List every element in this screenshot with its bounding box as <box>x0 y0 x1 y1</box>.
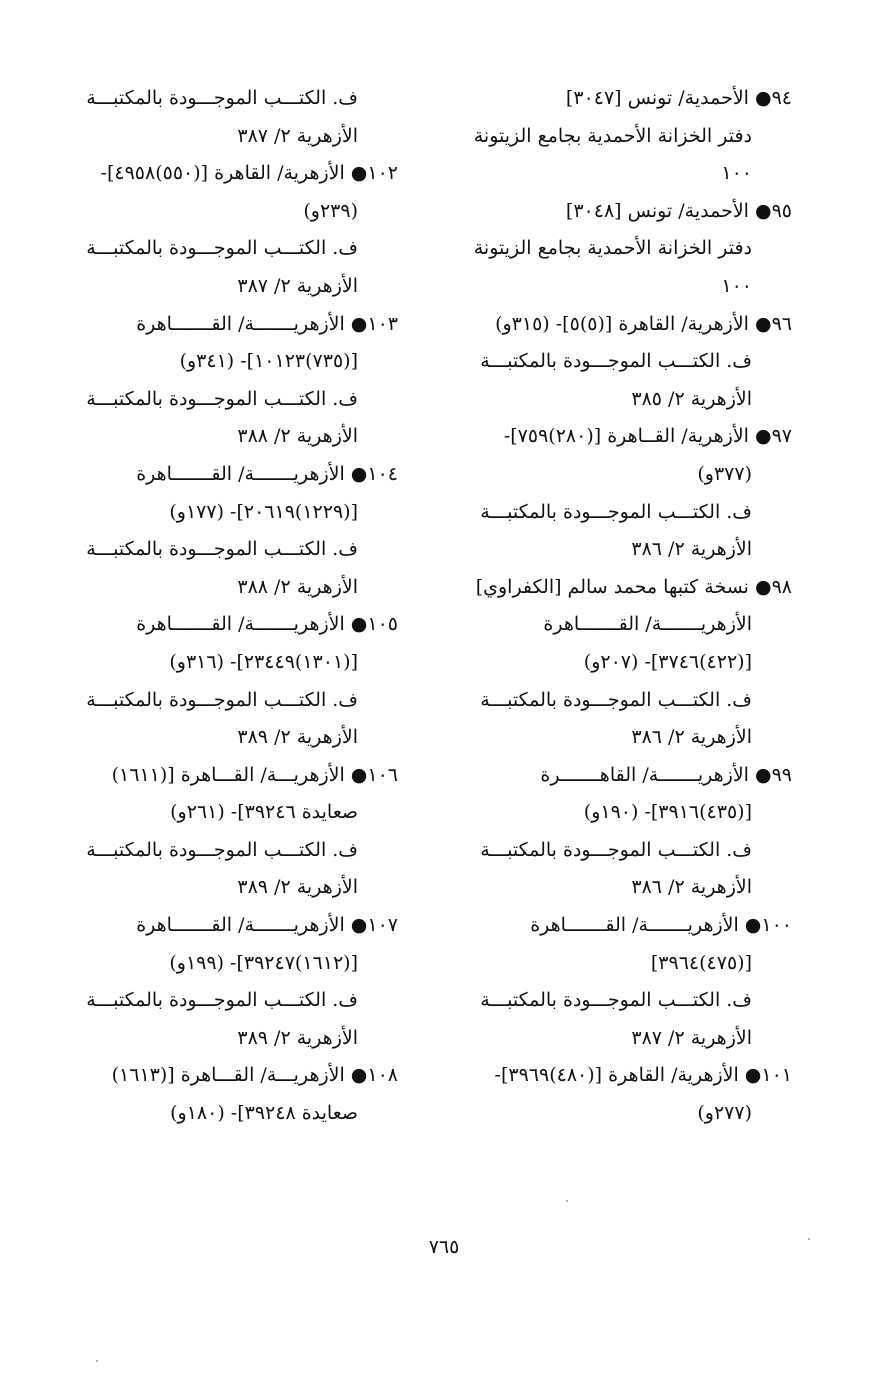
entry-heading: ٩٦● الأزهرية/ القاهرة [(٥)٥]- (٣١٥و) <box>495 312 792 335</box>
entry-continuation: [(١٣٠١)٢٣٤٤٩]- (٣١٦و) <box>169 650 358 673</box>
entry-source-line: ف. الكتـــب الموجـــودة بالمكتبـــة <box>480 688 752 711</box>
entry-heading: ٩٤● الأحمدية/ تونس [٣٠٤٧] <box>565 87 792 109</box>
entry-continuation: [(١٦١٢)٣٩٢٤٧]- (١٩٩و) <box>169 951 358 974</box>
entry-continuation: [(٤٣٥)٣٩١٦]- (١٩٠و) <box>583 801 752 824</box>
entry-heading: ١٠٧● الأزهريـــــــة/ القـــــــاهرة <box>136 914 398 937</box>
entry-continuation: الأزهرية ٢/ ٣٨٩ <box>237 876 358 899</box>
entry-source-line: ف. الكتـــب الموجـــودة بالمكتبـــة <box>86 838 358 861</box>
entry-continuation: [(١٢٢٩)٢٠٦١٩]- (١٧٧و) <box>169 500 358 523</box>
entry-source-line: ف. الكتـــب الموجـــودة بالمكتبـــة <box>480 500 752 523</box>
entry-heading: ٩٩● الأزهريـــــــة/ القاهـــــــرة <box>540 763 792 786</box>
entry-heading: ١٠٣● الأزهريـــــــة/ القـــــــاهرة <box>136 312 398 335</box>
entry-continuation: الأزهرية ٢/ ٣٨٧ <box>237 124 358 147</box>
entry-source-line: دفتر الخزانة الأحمدية بجامع الزيتونة <box>473 124 752 147</box>
entry-source-line: ف. الكتـــب الموجـــودة بالمكتبـــة <box>480 350 752 373</box>
scan-speck <box>96 1360 98 1362</box>
entry-continuation: [(٧٣٥)١٠١٢٣]- (٣٤١و) <box>179 350 358 373</box>
scan-speck <box>566 1200 568 1202</box>
entry-heading: ٩٨● نسخة كتبها محمد سالم [الكفراوي] <box>475 575 792 598</box>
entry-continuation: ١٠٠ <box>721 274 752 297</box>
entry-source-line: ف. الكتـــب الموجـــودة بالمكتبـــة <box>86 237 358 260</box>
entry-heading: ٩٥● الأحمدية/ تونس [٣٠٤٨] <box>565 199 792 222</box>
entry-source-line: ف. الكتـــب الموجـــودة بالمكتبـــة <box>86 538 358 561</box>
entry-continuation: الأزهرية ٢/ ٣٨٨ <box>237 575 358 598</box>
entry-continuation: [(٤٧٥)٣٩٦٤] <box>650 951 752 974</box>
entry-continuation: صعايدة ٣٩٢٤٦]- (٢٦١و) <box>170 801 358 824</box>
entry-continuation: الأزهرية ٢/ ٣٨٩ <box>237 1026 358 1049</box>
entry-continuation: (٣٧٧و) <box>697 462 752 485</box>
entry-source-line: ف. الكتـــب الموجـــودة بالمكتبـــة <box>86 387 358 410</box>
entry-heading: ٩٧● الأزهرية/ القــاهرة [(٢٨٠)٧٥٩]- <box>503 425 792 448</box>
left-column <box>38 80 398 1133</box>
entry-heading: ١٠٨● الأزهريـــة/ القـــاهرة [(١٦١٣) <box>111 1064 398 1087</box>
entry-continuation: [(٤٢٢)٣٧٤٦]- (٢٠٧و) <box>583 650 752 673</box>
entry-continuation: الأزهرية ٢/ ٣٨٦ <box>631 876 752 899</box>
entry-source-line: ف. الكتـــب الموجـــودة بالمكتبـــة <box>480 838 752 861</box>
page-number: ٧٦٥ <box>428 1236 460 1258</box>
entry-continuation: الأزهرية ٢/ ٣٨٦ <box>631 538 752 561</box>
entry-source-line: الأزهريـــــــة/ القـــــــاهرة <box>543 613 752 636</box>
entry-continuation: صعايدة ٣٩٢٤٨]- (١٨٠و) <box>170 1102 358 1125</box>
entry-source-line: ف. الكتـــب الموجـــودة بالمكتبـــة <box>480 989 752 1012</box>
entry-continuation: (٢٣٩و) <box>303 199 358 222</box>
entry-source-line: ف. الكتـــب الموجـــودة بالمكتبـــة <box>86 688 358 711</box>
entry-continuation: الأزهرية ٢/ ٣٨٩ <box>237 726 358 749</box>
entry-heading: ١٠٤● الأزهريـــــــة/ القـــــــاهرة <box>136 462 398 485</box>
entry-heading: ١٠٢● الأزهرية/ القاهرة [(٥٥٠)٤٩٥٨]- <box>100 162 398 185</box>
entry-continuation: ١٠٠ <box>721 162 752 185</box>
entry-continuation: الأزهرية ٢/ ٣٨٧ <box>237 274 358 297</box>
entry-continuation: الأزهرية ٢/ ٣٨٨ <box>237 425 358 448</box>
entry-heading: ١٠٠● الأزهريـــــــة/ القـــــــاهرة <box>530 914 792 937</box>
right-column <box>432 80 792 1133</box>
entry-continuation: الأزهرية ٢/ ٣٨٦ <box>631 726 752 749</box>
scan-speck <box>808 1238 810 1240</box>
entry-continuation: الأزهرية ٢/ ٣٨٥ <box>631 387 752 410</box>
entry-heading: ١٠١● الأزهرية/ القاهرة [(٤٨٠)٣٩٦٩]- <box>494 1064 792 1087</box>
entry-source-line: ف. الكتـــب الموجـــودة بالمكتبـــة <box>86 989 358 1012</box>
entry-source-line: ف. الكتـــب الموجـــودة بالمكتبـــة <box>86 87 358 109</box>
entry-continuation: (٢٧٧و) <box>697 1102 752 1125</box>
entry-continuation: الأزهرية ٢/ ٣٨٧ <box>631 1026 752 1049</box>
entry-source-line: دفتر الخزانة الأحمدية بجامع الزيتونة <box>473 237 752 260</box>
entry-heading: ١٠٦● الأزهريـــة/ القـــاهرة [(١٦١١) <box>111 763 398 786</box>
entry-heading: ١٠٥● الأزهريـــــــة/ القـــــــاهرة <box>136 613 398 636</box>
